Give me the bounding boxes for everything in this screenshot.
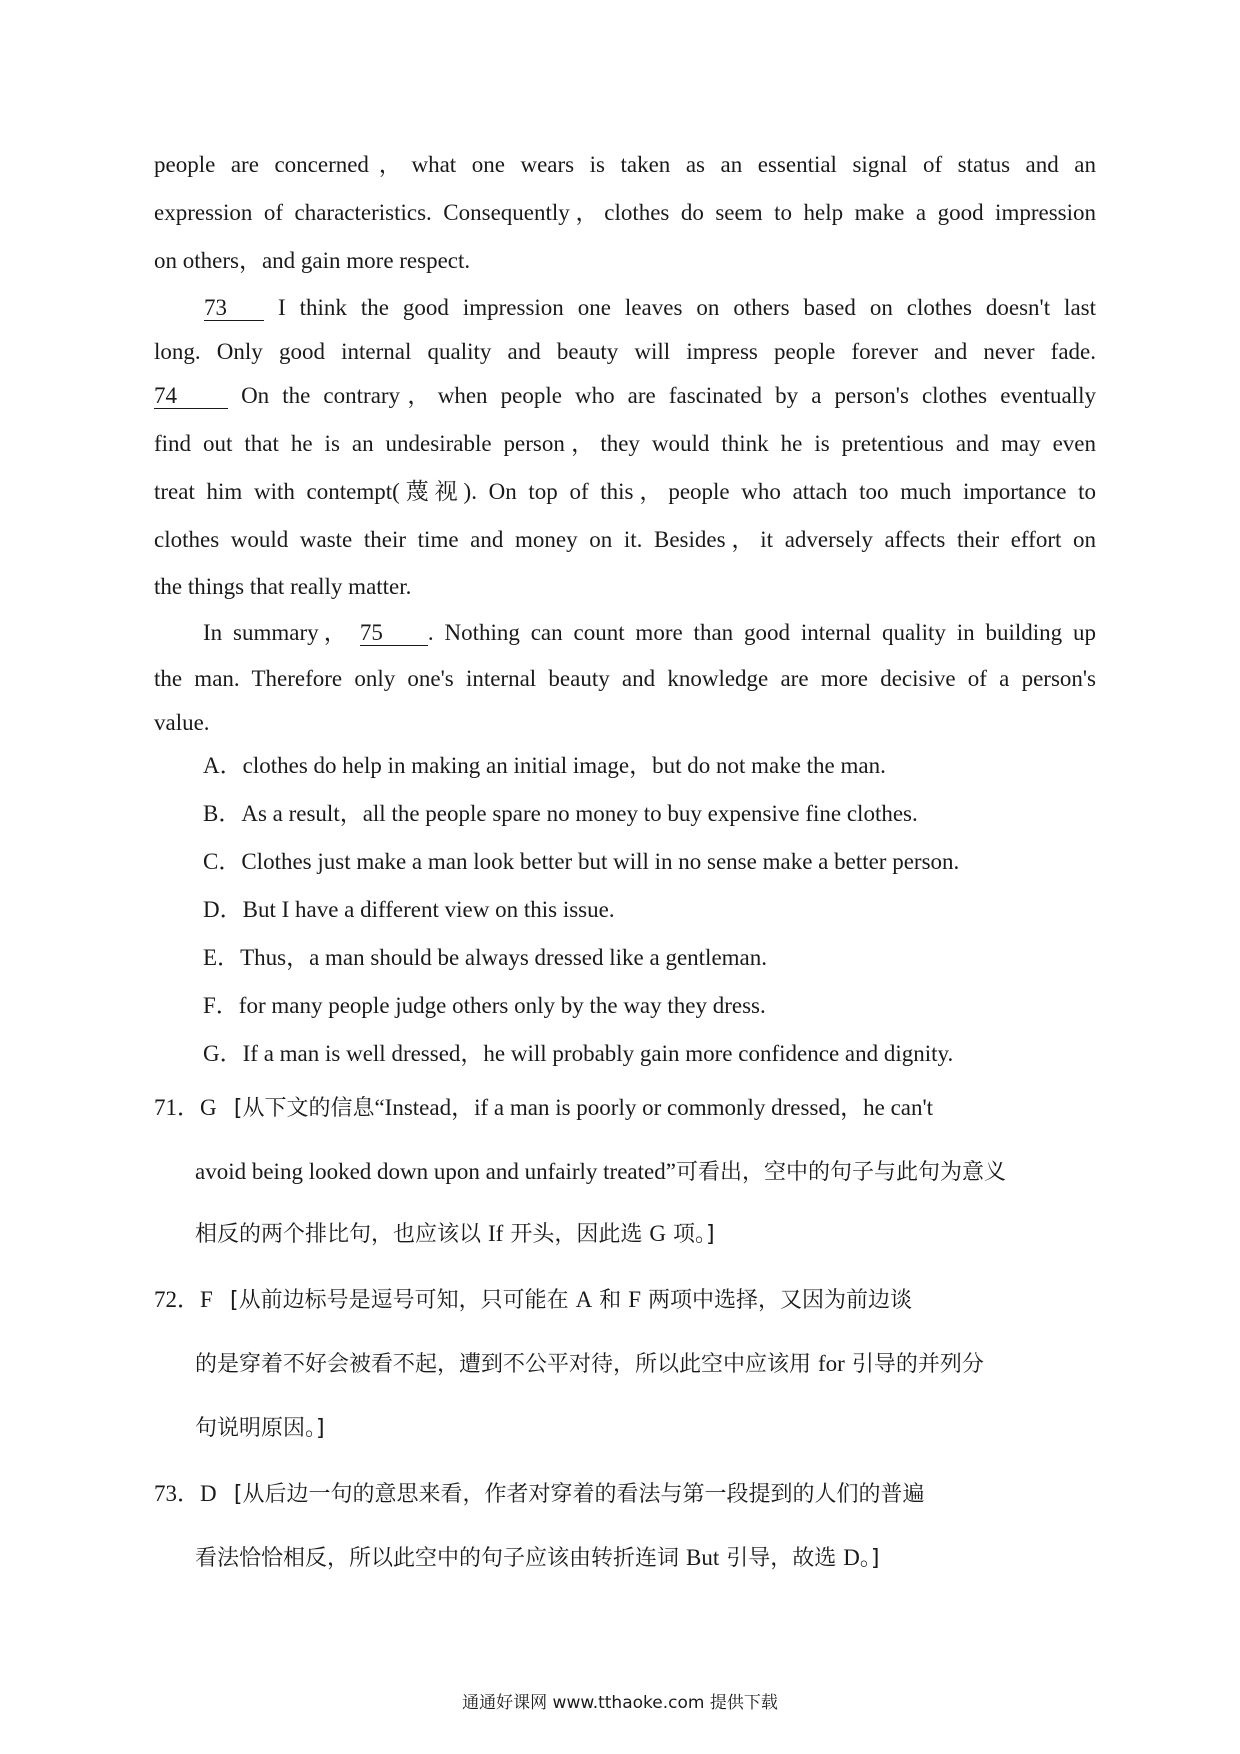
answer-73: 73．D [从后边一句的意思来看，作者对穿着的看法与第一段提到的人们的普遍 [154, 1481, 925, 1507]
answer-72-line: 句说明原因。] [195, 1416, 325, 1441]
answer-72: 72．F [从前边标号是逗号可知，只可能在 A 和 F 两项中选择，又因为前边谈 [154, 1287, 913, 1313]
page-footer: 通通好课网 www.tthaoke.com 提供下载 [462, 1693, 778, 1713]
passage-line: people are concerned，what one wears is taken as an essential signal of status and an [154, 152, 1096, 177]
blank-73: 73 [204, 296, 264, 321]
option-a: A．clothes do help in making an initial image，but do not make the man. [203, 753, 886, 778]
option-b: B．As a result，all the people spare no money to buy expensive fine clothes. [203, 801, 918, 826]
passage-line: In summary， 75 . Nothing can count more than good internal quality in building up [203, 620, 1096, 645]
option-d: D．But I have a different view on this issue. [203, 897, 615, 922]
option-c: C．Clothes just make a man look better but will in no sense make a better person. [203, 849, 960, 874]
passage-line: treat him with contempt(蔑视). On top of this，people who attach too much importance to [154, 479, 1096, 504]
blank-74: 74 [154, 384, 228, 409]
passage-line: expression of characteristics. Consequently，clothes do seem to help make a good impression [154, 200, 1096, 225]
answer-71: 71．G [从下文的信息“Instead，if a man is poorly or commonly dressed，he can't [154, 1095, 934, 1121]
option-f: F．for many people judge others only by the way they dress. [203, 993, 766, 1018]
passage-line: 73 I think the good impression one leaves on others based on clothes doesn't last [204, 295, 1096, 320]
passage-line: clothes would waste their time and money on it. Besides，it adversely affects their effort on [154, 527, 1096, 552]
passage-line: 74 On the contrary，when people who are fascinated by a person's clothes eventually [154, 383, 1096, 408]
passage-line: the things that really matter. [154, 574, 412, 599]
answer-72-line: 的是穿着不好会被看不起，遭到不公平对待，所以此空中应该用 for 引导的并列分 [195, 1351, 984, 1377]
answer-73-line: 看法恰恰相反，所以此空中的句子应该由转折连词 But 引导，故选 D。] [195, 1545, 880, 1571]
passage-line: long. Only good internal quality and beauty will impress people forever and never fade. [154, 339, 1096, 364]
option-e: E．Thus，a man should be always dressed like a gentleman. [203, 945, 768, 970]
passage-line: value. [154, 710, 210, 735]
passage-line: the man. Therefore only one's internal beauty and knowledge are more decisive of a person's [154, 666, 1096, 691]
answer-71-line: avoid being looked down upon and unfairly treated”可看出，空中的句子与此句为意义 [195, 1159, 1006, 1185]
option-g: G．If a man is well dressed，he will probably gain more confidence and dignity. [203, 1041, 954, 1066]
answer-71-line: 相反的两个排比句，也应该以 If 开头，因此选 G 项。] [195, 1221, 715, 1247]
blank-75: 75 [360, 621, 428, 646]
passage-line: find out that he is an undesirable person，they would think he is pretentious and may even [154, 431, 1096, 456]
passage-line: on others，and gain more respect. [154, 248, 471, 273]
